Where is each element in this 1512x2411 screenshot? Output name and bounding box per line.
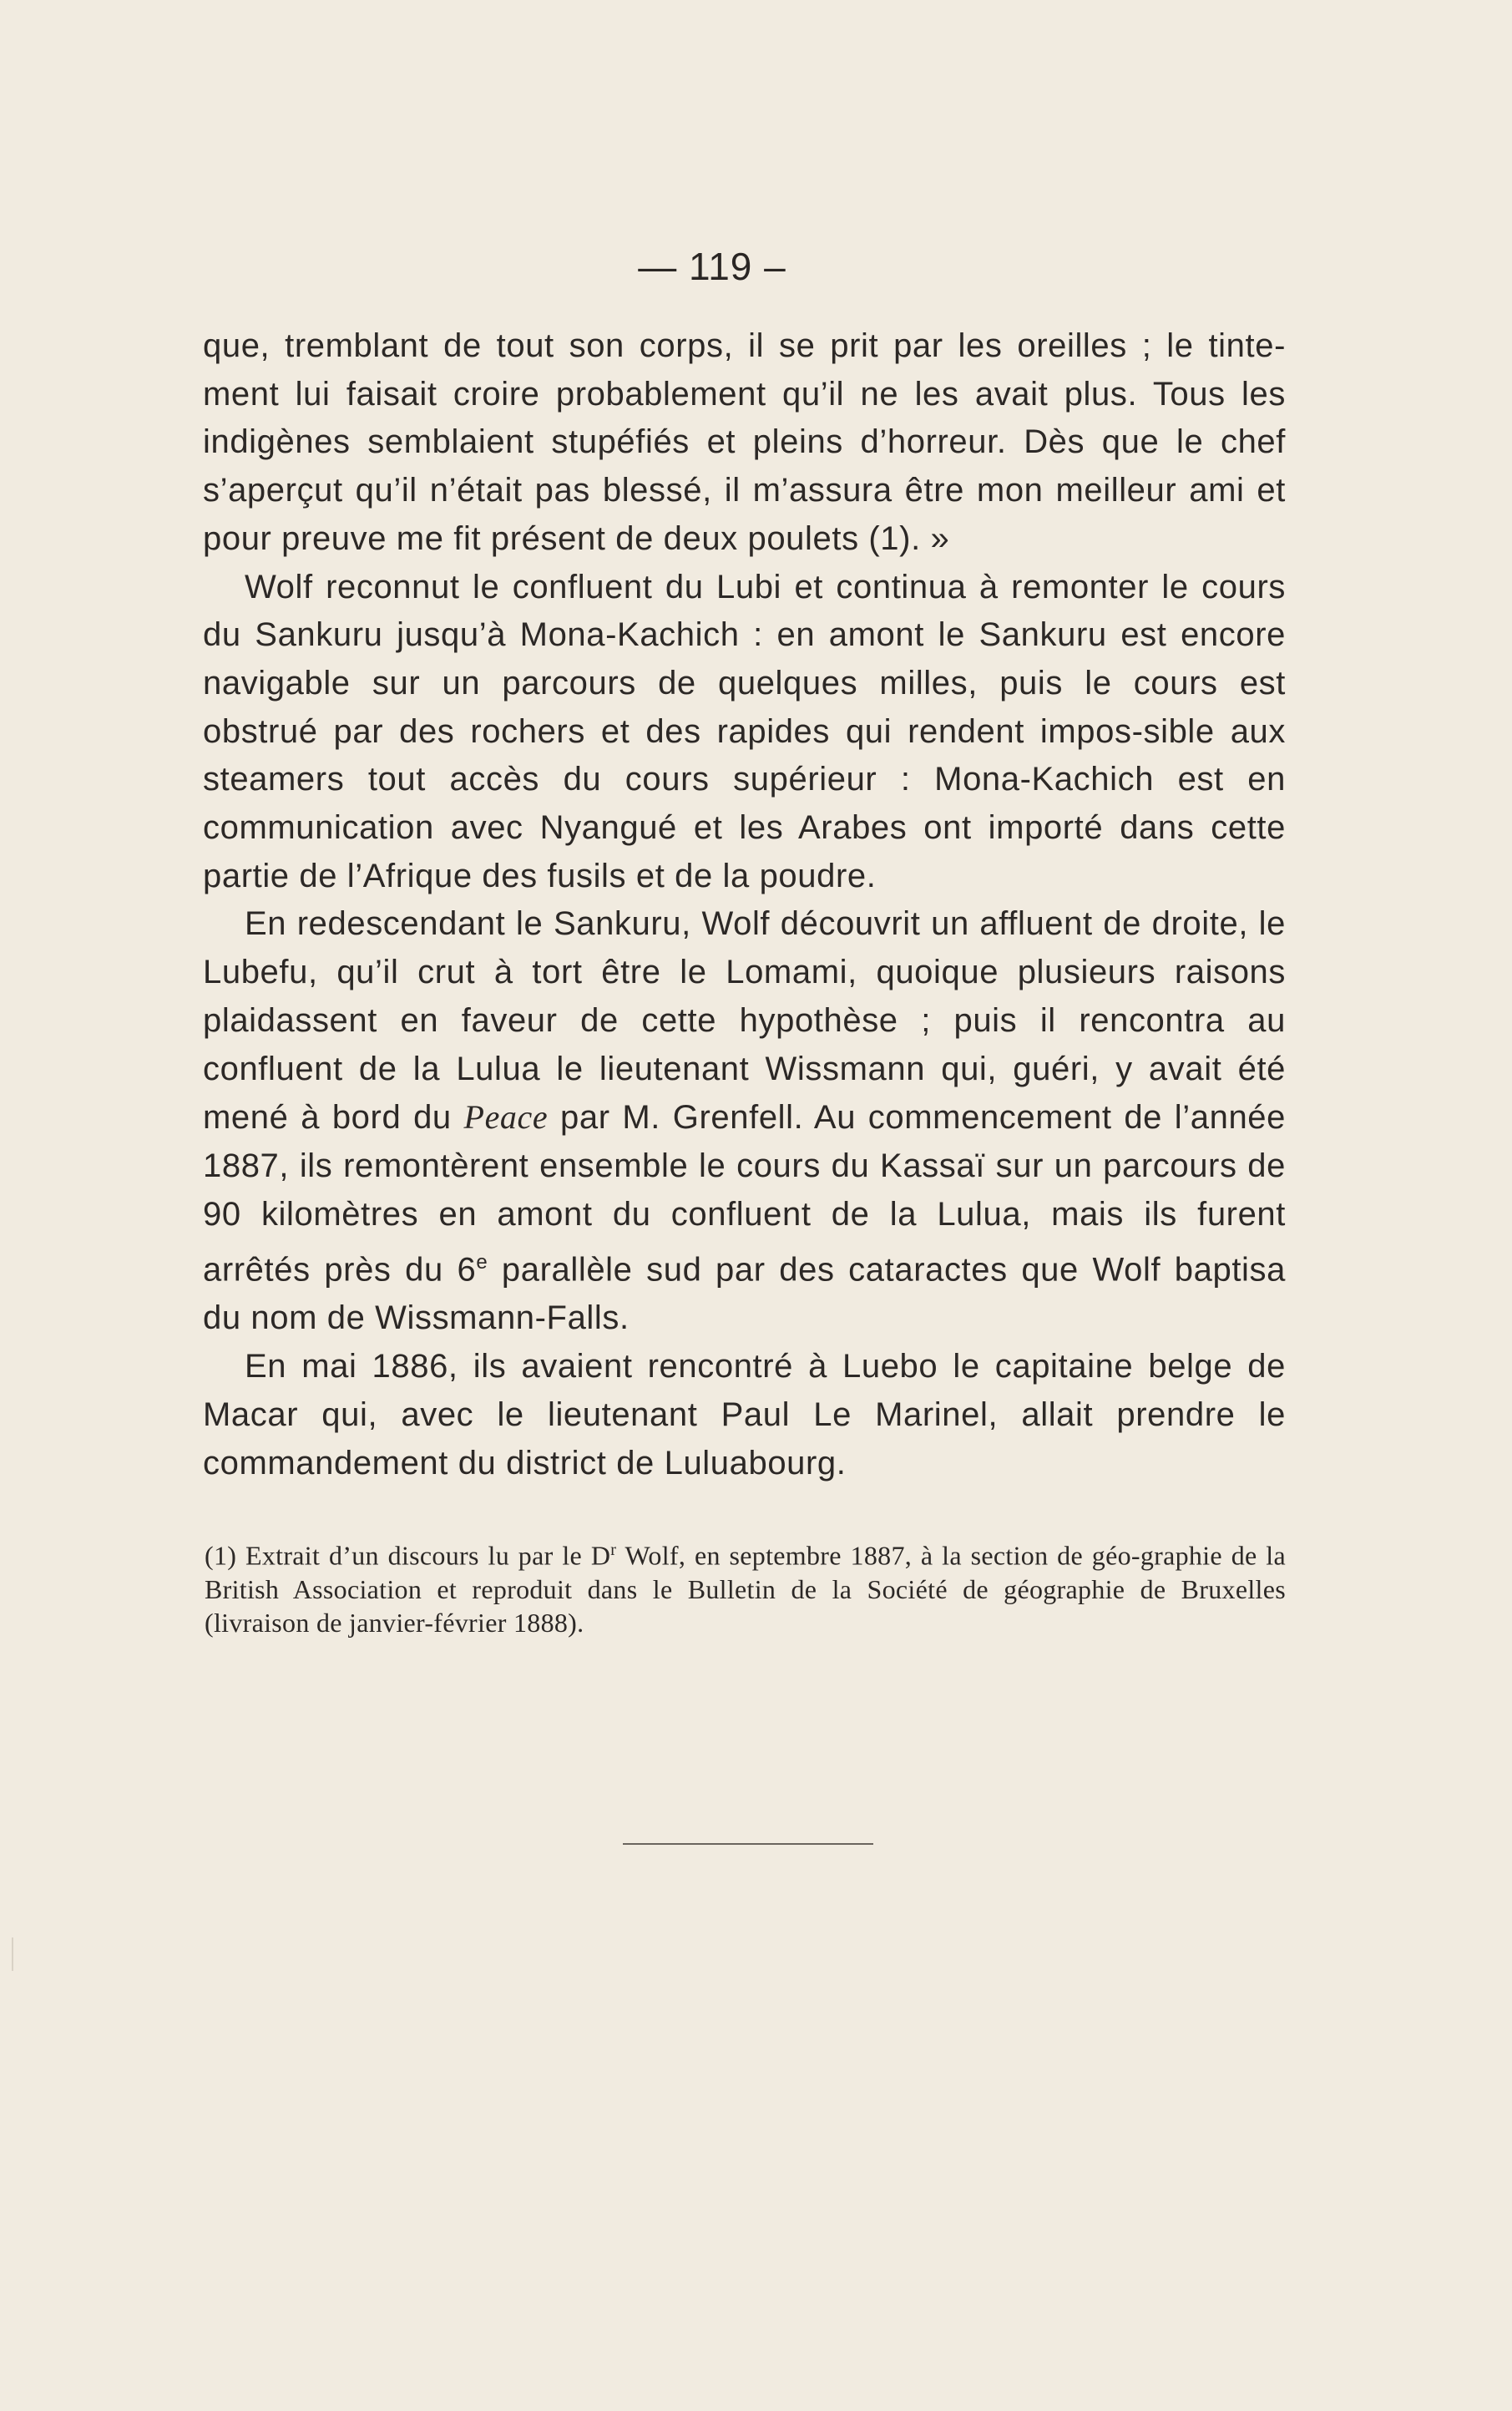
paragraph-1: que, tremblant de tout son corps, il se prit par les oreilles ; le tinte-ment lui faisait croire probablement qu’il ne les avait plus. Tous les indigènes semblaient stupéfiés et pleins d’horreur. Dès que le chef s’aperçut qu’il n’était pas blessé, il m’assura être mon meilleur ami et pour preuve me fit présent de deux poulets (1). » bbox=[203, 327, 1286, 557]
page-edge-mark bbox=[12, 1937, 13, 1971]
footnote-superscript: r bbox=[610, 1541, 617, 1559]
footnote-part-2: Wolf, en septembre 1887, à la section de géo-graphie de la British Association et reproduit dans le Bulletin de la Société de géographie de Bruxelles (livraison de janvier-février 1888). bbox=[205, 1540, 1286, 1638]
footnote-part-1: (1) Extrait d’un discours lu par le D bbox=[205, 1540, 611, 1571]
paragraph-3 bbox=[203, 900, 1286, 1343]
ship-name-peace: Peace bbox=[463, 1098, 549, 1137]
footnote-text bbox=[205, 1533, 1286, 1639]
paragraph-3-part-3: parallèle sud par des cataractes que Wolf baptisa du nom de Wissmann-Falls. bbox=[203, 1251, 1286, 1337]
paragraph-4: En mai 1886, ils avaient rencontré à Luebo le capitaine belge de Macar qui, avec le lieutenant Paul Le Marinel, allait prendre le commandement du district de Luluabourg. bbox=[203, 1348, 1286, 1482]
end-rule bbox=[623, 1843, 873, 1845]
paragraph-3-part-2: par M. Grenfell. Au commencement de l’année 1887, ils remontèrent ensemble le cours du Kassaï sur un parcours de 90 kilomètres en amont du confluent de la Lulua, mais ils furent arrêtés près du 6 bbox=[203, 1099, 1286, 1289]
footnote bbox=[205, 1533, 1286, 1639]
paragraph-2: Wolf reconnut le confluent du Lubi et continua à remonter le cours du Sankuru jusqu’à Mona-Kachich : en amont le Sankuru est encore navigable sur un parcours de quelques milles, puis le cours est obstrué par des rochers et des rapides qui rendent impos-sible aux steamers tout accès du cours supérieur : Mona-Kachich est en communication avec Nyangué et les Arabes ont importé dans cette partie de l’Afrique des fusils et de la poudre. bbox=[203, 568, 1286, 894]
paragraph-3-part-1: En redescendant le Sankuru, Wolf découvrit un affluent de droite, le Lubefu, qu’il crut à tort être le Lomami, quoique plusieurs raisons plaidassent en faveur de cette hypothèse ; puis il rencontra au confluent de la Lulua le lieutenant Wissmann qui, guéri, y avait été mené à bord du bbox=[203, 905, 1286, 1137]
superscript-e: e bbox=[476, 1251, 488, 1274]
main-text bbox=[203, 322, 1286, 1487]
page-number: — 119 – bbox=[638, 245, 786, 288]
